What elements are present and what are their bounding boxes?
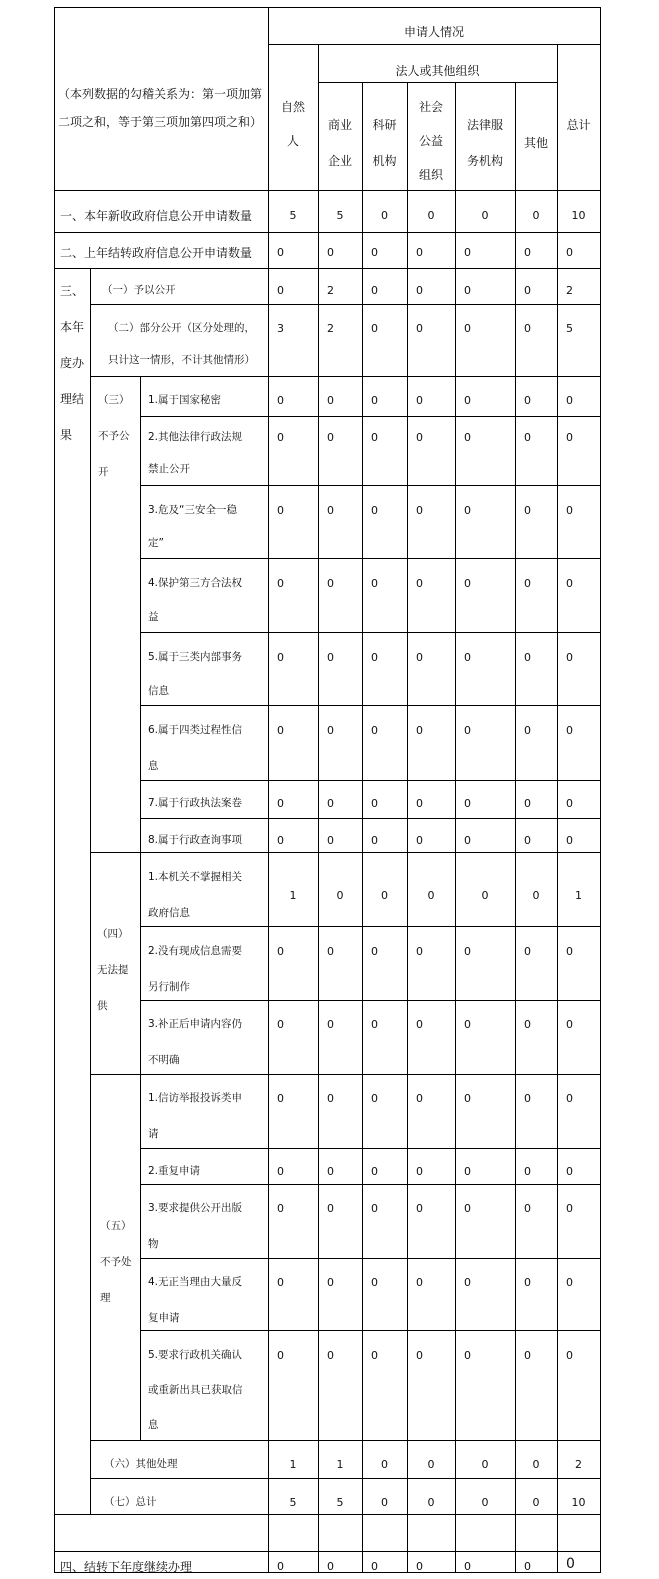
cell-n1-total: 0	[566, 394, 573, 407]
cell-sub6-research: 0	[381, 1458, 388, 1471]
cell-n8-legal-service: 0	[464, 834, 471, 847]
grid-line	[90, 304, 601, 305]
grid-line	[318, 82, 558, 83]
grid-line	[140, 485, 601, 486]
cell-p3-business: 0	[327, 1202, 334, 1215]
cell-s4-other: 0	[524, 1560, 531, 1573]
cell-s1-social: 0	[427, 209, 435, 222]
cell-p2-research: 0	[371, 1165, 378, 1178]
subsection-7-label: （七）总计	[104, 1496, 157, 1508]
section-4-label: 四、结转下年度继续办理	[60, 1560, 193, 1574]
item-not-processed-1-line: 1.信访举报投诉类申	[148, 1092, 243, 1104]
cell-n1-business: 0	[327, 394, 334, 407]
cell-p4-natural-person: 0	[277, 1276, 284, 1289]
cell-s2-social: 0	[416, 246, 423, 259]
grid-line	[140, 376, 141, 1441]
item-not-disclosed-6-line: 6.属于四类过程性信	[148, 724, 243, 736]
item-unable-2-line: 2.没有现成信息需要	[148, 945, 243, 957]
cell-p1-business: 0	[327, 1092, 334, 1105]
section-3-label-line: 本年	[60, 320, 85, 334]
applicant-status-header: 申请人情况	[403, 25, 464, 39]
cell-w3-legal-service: 0	[464, 1018, 471, 1031]
column-header-natural-person-line: 自然	[280, 100, 305, 114]
table-border-right	[600, 7, 601, 1573]
cell-n5-business: 0	[327, 651, 334, 664]
item-not-disclosed-4-line: 益	[148, 611, 159, 623]
cell-n4-business: 0	[327, 577, 334, 590]
cell-n8-business: 0	[327, 834, 334, 847]
grid-line	[140, 632, 601, 633]
grid-line	[140, 1184, 601, 1185]
item-unable-3-line: 3.补正后申请内容仍	[148, 1018, 243, 1030]
cell-n6-research: 0	[371, 724, 378, 737]
cell-n1-other: 0	[524, 394, 531, 407]
cell-sub1-business: 2	[327, 284, 334, 297]
item-not-processed-4-line: 复申请	[148, 1312, 180, 1324]
grid-line	[140, 926, 601, 927]
cell-n6-other: 0	[524, 724, 531, 737]
cell-sub1-natural-person: 0	[277, 284, 284, 297]
cell-n2-social: 0	[416, 431, 423, 444]
item-not-disclosed-6-line: 息	[148, 760, 159, 772]
cell-w2-natural-person: 0	[277, 945, 284, 958]
legal-person-group-header: 法人或其他组织	[395, 64, 480, 78]
cell-p4-other: 0	[524, 1276, 531, 1289]
cell-n4-research: 0	[371, 577, 378, 590]
grid-line	[455, 82, 456, 191]
item-not-processed-5-line: 或重新出具已获取信	[148, 1384, 243, 1396]
item-not-disclosed-7: 7.属于行政执法案卷	[148, 797, 243, 809]
cell-sub2-legal-service: 0	[464, 322, 471, 335]
cell-p5-legal-service: 0	[464, 1349, 471, 1362]
item-not-disclosed-1: 1.属于国家秘密	[148, 394, 222, 406]
column-header-research-line: 科研	[372, 118, 397, 132]
cell-n3-legal-service: 0	[464, 504, 471, 517]
cell-n7-total: 0	[566, 797, 573, 810]
section-3-label-line: 三、	[60, 284, 85, 298]
cell-n6-business: 0	[327, 724, 334, 737]
item-not-disclosed-8: 8.属于行政查询事项	[148, 834, 243, 846]
cell-n8-natural-person: 0	[277, 834, 284, 847]
cell-w1-social: 0	[427, 889, 435, 902]
cell-p1-legal-service: 0	[464, 1092, 471, 1105]
subsection-5-label-line: 不予处	[100, 1256, 132, 1268]
cell-n2-other: 0	[524, 431, 531, 444]
item-not-disclosed-5-line: 5.属于三类内部事务	[148, 651, 243, 663]
cell-s4-total: 0	[566, 1556, 575, 1572]
grid-line	[362, 82, 363, 191]
grid-line	[90, 376, 601, 377]
grid-line	[140, 705, 601, 706]
cell-p4-legal-service: 0	[464, 1276, 471, 1289]
cell-n2-research: 0	[371, 431, 378, 444]
cell-sub7-social: 0	[427, 1496, 435, 1509]
column-header-legal-service-line: 务机构	[466, 154, 503, 168]
cell-p3-other: 0	[524, 1202, 531, 1215]
cell-sub7-business: 5	[336, 1496, 344, 1509]
cell-p3-research: 0	[371, 1202, 378, 1215]
cell-n1-research: 0	[371, 394, 378, 407]
cell-n8-research: 0	[371, 834, 378, 847]
cell-p4-total: 0	[566, 1276, 573, 1289]
cell-p5-research: 0	[371, 1349, 378, 1362]
cell-s4-legal-service: 0	[464, 1560, 471, 1573]
cell-w3-total: 0	[566, 1018, 573, 1031]
column-header-natural-person-line: 人	[286, 134, 299, 148]
cell-n3-natural-person: 0	[277, 504, 284, 517]
cell-sub7-natural-person: 5	[289, 1496, 297, 1509]
row-label-note: （本列数据的勾稽关系为：第一项加第二项之和，等于第三项加第四项之和）	[58, 87, 263, 129]
cell-n8-total: 0	[566, 834, 573, 847]
column-header-legal-service-line: 法律服	[466, 118, 503, 132]
cell-w1-natural-person: 1	[289, 889, 297, 902]
cell-n2-natural-person: 0	[277, 431, 284, 444]
cell-p3-natural-person: 0	[277, 1202, 284, 1215]
cell-n5-social: 0	[416, 651, 423, 664]
cell-p2-social: 0	[416, 1165, 423, 1178]
cell-p3-social: 0	[416, 1202, 423, 1215]
grid-line	[557, 190, 558, 1573]
cell-w3-natural-person: 0	[277, 1018, 284, 1031]
cell-sub7-other: 0	[532, 1496, 540, 1509]
cell-n6-social: 0	[416, 724, 423, 737]
grid-line	[268, 190, 269, 1573]
grid-line	[54, 232, 601, 233]
cell-w1-total: 1	[575, 889, 582, 902]
cell-w2-legal-service: 0	[464, 945, 471, 958]
cell-sub7-legal-service: 0	[481, 1496, 489, 1509]
item-not-disclosed-3-line: 定”	[148, 537, 164, 549]
grid-line	[90, 1440, 601, 1441]
cell-s1-other: 0	[532, 209, 540, 222]
cell-s1-research: 0	[381, 209, 388, 222]
item-not-processed-1-line: 请	[148, 1128, 159, 1140]
cell-p5-business: 0	[327, 1349, 334, 1362]
subsection-2-label-line: 只计这一情形，不计其他情形）	[108, 354, 255, 366]
grid-line	[140, 416, 601, 417]
cell-sub6-total: 2	[575, 1458, 582, 1471]
cell-w3-business: 0	[327, 1018, 334, 1031]
cell-s2-research: 0	[371, 246, 378, 259]
grid-line	[140, 818, 601, 819]
cell-n4-other: 0	[524, 577, 531, 590]
cell-p1-research: 0	[371, 1092, 378, 1105]
cell-s2-business: 0	[327, 246, 334, 259]
column-header-social-line: 组织	[418, 168, 443, 182]
grid-line	[140, 780, 601, 781]
cell-n5-legal-service: 0	[464, 651, 471, 664]
cell-p1-social: 0	[416, 1092, 423, 1105]
cell-n8-other: 0	[524, 834, 531, 847]
cell-n4-social: 0	[416, 577, 423, 590]
cell-sub1-legal-service: 0	[464, 284, 471, 297]
cell-n5-total: 0	[566, 651, 573, 664]
cell-s4-business: 0	[327, 1560, 334, 1573]
section-3-label-line: 度办	[60, 356, 85, 370]
grid-line	[140, 1148, 601, 1149]
cell-n7-natural-person: 0	[277, 797, 284, 810]
cell-p1-natural-person: 0	[277, 1092, 284, 1105]
cell-n5-research: 0	[371, 651, 378, 664]
cell-s4-social: 0	[416, 1560, 423, 1573]
cell-sub7-total: 10	[571, 1496, 586, 1509]
cell-w2-social: 0	[416, 945, 423, 958]
cell-w3-social: 0	[416, 1018, 423, 1031]
cell-p1-total: 0	[566, 1092, 573, 1105]
cell-s2-legal-service: 0	[464, 246, 471, 259]
item-not-processed-4-line: 4.无正当理由大量反	[148, 1276, 243, 1288]
cell-n1-social: 0	[416, 394, 423, 407]
cell-n7-legal-service: 0	[464, 797, 471, 810]
cell-s1-natural-person: 5	[289, 209, 297, 222]
subsection-4-label-line: 供	[97, 1000, 108, 1012]
cell-sub2-business: 2	[327, 322, 334, 335]
grid-line	[140, 1330, 601, 1331]
cell-w1-business: 0	[336, 889, 344, 902]
item-not-processed-5-line: 5.要求行政机关确认	[148, 1349, 243, 1361]
cell-n4-legal-service: 0	[464, 577, 471, 590]
column-header-business-line: 商业	[327, 118, 352, 132]
section-3-label-line: 理结	[60, 392, 85, 406]
cell-w1-research: 0	[381, 889, 388, 902]
cell-s2-natural-person: 0	[277, 246, 284, 259]
government-info-disclosure-table	[54, 7, 600, 1572]
grid-line	[90, 1074, 601, 1075]
cell-sub2-social: 0	[416, 322, 423, 335]
cell-sub6-natural-person: 1	[289, 1458, 297, 1471]
cell-w3-research: 0	[371, 1018, 378, 1031]
grid-line	[455, 190, 456, 1573]
cell-w1-legal-service: 0	[481, 889, 489, 902]
cell-p2-natural-person: 0	[277, 1165, 284, 1178]
cell-n5-other: 0	[524, 651, 531, 664]
cell-p5-total: 0	[566, 1349, 573, 1362]
cell-s1-legal-service: 0	[481, 209, 489, 222]
grid-line	[54, 268, 601, 269]
grid-line	[54, 190, 601, 191]
cell-n6-legal-service: 0	[464, 724, 471, 737]
cell-p5-natural-person: 0	[277, 1349, 284, 1362]
cell-n3-total: 0	[566, 504, 573, 517]
item-unable-3-line: 不明确	[148, 1054, 180, 1066]
cell-s1-total: 10	[571, 209, 586, 222]
cell-w2-total: 0	[566, 945, 573, 958]
cell-sub2-total: 5	[566, 322, 573, 335]
cell-n3-other: 0	[524, 504, 531, 517]
subsection-3-label-line: 不予公	[98, 430, 130, 442]
grid-line	[90, 268, 91, 1515]
item-not-disclosed-2-line: 禁止公开	[148, 463, 190, 475]
item-not-processed-3-line: 物	[148, 1238, 159, 1250]
cell-w2-business: 0	[327, 945, 334, 958]
grid-line	[90, 852, 601, 853]
cell-sub2-other: 0	[524, 322, 531, 335]
subsection-6-label: （六）其他处理	[104, 1458, 178, 1470]
grid-line	[54, 1551, 601, 1552]
cell-n3-social: 0	[416, 504, 423, 517]
grid-line	[140, 558, 601, 559]
cell-sub2-research: 0	[371, 322, 378, 335]
item-not-processed-5-line: 息	[148, 1419, 159, 1431]
cell-sub1-research: 0	[371, 284, 378, 297]
cell-n2-legal-service: 0	[464, 431, 471, 444]
grid-line	[90, 1478, 601, 1479]
cell-w1-other: 0	[532, 889, 540, 902]
item-unable-2-line: 另行制作	[148, 981, 190, 993]
grid-line	[318, 190, 319, 1573]
cell-n7-business: 0	[327, 797, 334, 810]
cell-s4-natural-person: 0	[277, 1560, 284, 1573]
cell-p4-social: 0	[416, 1276, 423, 1289]
cell-w2-other: 0	[524, 945, 531, 958]
subsection-3-label-line: 开	[98, 466, 109, 478]
column-header-other: 其他	[523, 136, 548, 150]
item-not-disclosed-3-line: 3.危及“三安全一稳	[148, 504, 237, 516]
cell-n3-research: 0	[371, 504, 378, 517]
cell-sub6-business: 1	[336, 1458, 344, 1471]
cell-n6-total: 0	[566, 724, 573, 737]
cell-sub1-social: 0	[416, 284, 423, 297]
cell-sub1-other: 0	[524, 284, 531, 297]
cell-p1-other: 0	[524, 1092, 531, 1105]
cell-sub6-other: 0	[532, 1458, 540, 1471]
item-not-processed-3-line: 3.要求提供公开出版	[148, 1202, 243, 1214]
cell-s1-business: 5	[336, 209, 344, 222]
subsection-1-label: （一）予以公开	[102, 284, 176, 296]
grid-line	[54, 1514, 601, 1515]
cell-p5-other: 0	[524, 1349, 531, 1362]
cell-sub2-natural-person: 3	[277, 322, 284, 335]
table-border-top	[54, 7, 601, 8]
column-header-total: 总计	[566, 118, 591, 132]
subsection-5-label-line: 理	[100, 1292, 111, 1304]
column-header-social-line: 公益	[418, 134, 443, 148]
cell-s4-research: 0	[371, 1560, 378, 1573]
cell-sub7-research: 0	[381, 1496, 388, 1509]
grid-line	[140, 1258, 601, 1259]
table-border-left	[54, 7, 55, 1573]
cell-w2-research: 0	[371, 945, 378, 958]
cell-s2-total: 0	[566, 246, 573, 259]
item-not-disclosed-2-line: 2.其他法律行政法规	[148, 431, 243, 443]
cell-p2-legal-service: 0	[464, 1165, 471, 1178]
grid-line	[407, 190, 408, 1573]
cell-p2-total: 0	[566, 1165, 573, 1178]
cell-n1-natural-person: 0	[277, 394, 284, 407]
cell-n7-social: 0	[416, 797, 423, 810]
cell-s2-other: 0	[524, 246, 531, 259]
cell-sub1-total: 2	[566, 284, 573, 297]
subsection-3-label-line: （三）	[98, 394, 130, 406]
cell-p4-business: 0	[327, 1276, 334, 1289]
cell-n2-total: 0	[566, 431, 573, 444]
grid-line	[515, 190, 516, 1573]
item-not-disclosed-5-line: 信息	[148, 685, 169, 697]
cell-n5-natural-person: 0	[277, 651, 284, 664]
cell-n7-research: 0	[371, 797, 378, 810]
cell-p2-business: 0	[327, 1165, 334, 1178]
cell-n8-social: 0	[416, 834, 423, 847]
item-unable-1-line: 政府信息	[148, 907, 190, 919]
grid-line	[362, 190, 363, 1573]
column-header-business-line: 企业	[327, 154, 352, 168]
cell-p5-social: 0	[416, 1349, 423, 1362]
cell-n2-business: 0	[327, 431, 334, 444]
subsection-2-label-line: （二）部分公开（区分处理的，	[108, 322, 255, 334]
cell-sub6-legal-service: 0	[481, 1458, 489, 1471]
section-2-label: 二、上年结转政府信息公开申请数量	[60, 246, 253, 260]
cell-n1-legal-service: 0	[464, 394, 471, 407]
cell-n4-natural-person: 0	[277, 577, 284, 590]
item-not-processed-2: 2.重复申请	[148, 1165, 201, 1177]
section-3-label-line: 果	[60, 428, 73, 442]
subsection-4-label-line: 无法提	[97, 964, 129, 976]
column-header-research-line: 机构	[372, 154, 397, 168]
cell-w3-other: 0	[524, 1018, 531, 1031]
cell-p3-legal-service: 0	[464, 1202, 471, 1215]
grid-line	[140, 1000, 601, 1001]
cell-sub6-social: 0	[427, 1458, 435, 1471]
column-header-social-line: 社会	[418, 100, 443, 114]
item-not-disclosed-4-line: 4.保护第三方合法权	[148, 577, 243, 589]
cell-n3-business: 0	[327, 504, 334, 517]
subsection-4-label-line: （四）	[97, 928, 129, 940]
cell-p2-other: 0	[524, 1165, 531, 1178]
cell-n6-natural-person: 0	[277, 724, 284, 737]
section-1-label: 一、本年新收政府信息公开申请数量	[60, 209, 253, 223]
item-unable-1-line: 1.本机关不掌握相关	[148, 871, 243, 883]
cell-p3-total: 0	[566, 1202, 573, 1215]
cell-n7-other: 0	[524, 797, 531, 810]
cell-p4-research: 0	[371, 1276, 378, 1289]
subsection-5-label-line: （五）	[100, 1220, 132, 1232]
cell-n4-total: 0	[566, 577, 573, 590]
